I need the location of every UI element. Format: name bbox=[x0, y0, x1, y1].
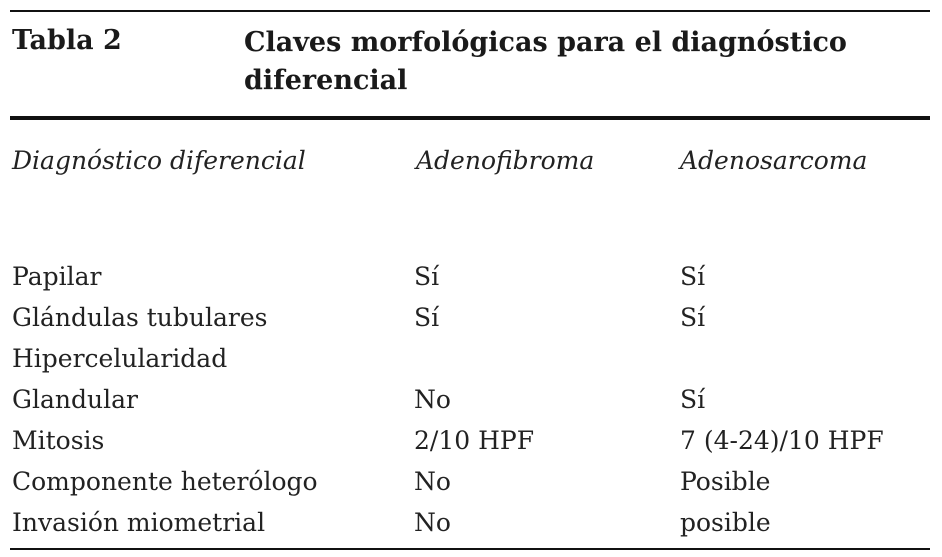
row-label: Hipercelularidad bbox=[12, 344, 228, 373]
adenofibroma-value: Sí bbox=[414, 303, 440, 332]
adenofibroma-value: No bbox=[414, 508, 451, 537]
adenofibroma-value: No bbox=[414, 467, 451, 496]
table-row bbox=[0, 297, 942, 338]
adenosarcoma-value: Sí bbox=[680, 303, 706, 332]
column-header-adenofibroma: Adenofibroma bbox=[416, 146, 595, 175]
table-label: Tabla 2 bbox=[12, 25, 122, 56]
adenosarcoma-value: Sí bbox=[680, 262, 706, 291]
table-row bbox=[0, 379, 942, 420]
header-rule bbox=[10, 116, 930, 120]
table-row bbox=[0, 461, 942, 502]
row-label: Glándulas tubulares bbox=[12, 303, 268, 332]
row-label: Glandular bbox=[12, 385, 138, 414]
table-row bbox=[0, 256, 942, 297]
adenofibroma-value: Sí bbox=[414, 262, 440, 291]
column-header-diagnostico: Diagnóstico diferencial bbox=[12, 146, 306, 175]
top-rule bbox=[10, 10, 930, 12]
adenosarcoma-value: Sí bbox=[680, 385, 706, 414]
table-row bbox=[0, 338, 942, 379]
table-body bbox=[0, 256, 942, 543]
row-label: Mitosis bbox=[12, 426, 105, 455]
adenofibroma-value: 2/10 HPF bbox=[414, 426, 535, 455]
row-label: Papilar bbox=[12, 262, 102, 291]
table-title: Claves morfológicas para el diagnóstico diferencial bbox=[244, 27, 847, 96]
column-header-adenosarcoma: Adenosarcoma bbox=[680, 146, 868, 175]
adenosarcoma-value: posible bbox=[680, 508, 771, 537]
adenosarcoma-value: 7 (4-24)/10 HPF bbox=[680, 426, 884, 455]
row-label: Invasión miometrial bbox=[12, 508, 266, 537]
adenofibroma-value: No bbox=[414, 385, 451, 414]
adenosarcoma-value: Posible bbox=[680, 467, 771, 496]
table-row bbox=[0, 502, 942, 543]
bottom-rule bbox=[10, 548, 930, 550]
row-label: Componente heterólogo bbox=[12, 467, 318, 496]
table-row bbox=[0, 420, 942, 461]
